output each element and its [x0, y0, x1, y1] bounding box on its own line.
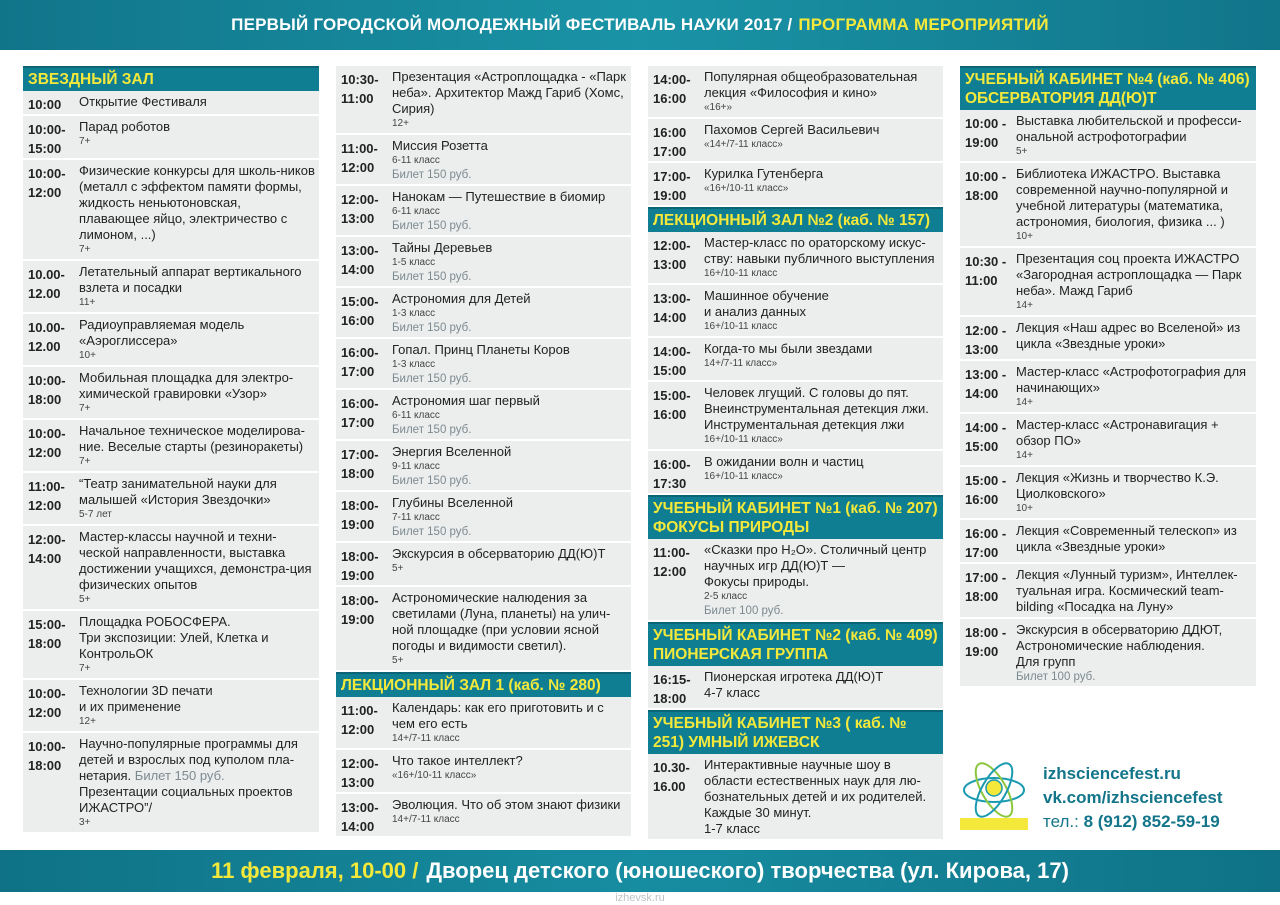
event-details: [700, 666, 943, 708]
event-price: Билет 150 руб.: [392, 220, 472, 232]
event-details: [388, 697, 631, 748]
schedule-row: [23, 367, 319, 418]
event-time: 10.00- 12.00: [28, 267, 65, 301]
event-details: [1012, 110, 1256, 161]
event-title: “Театр занимательной науки для малышей «История Звездочки»: [79, 476, 277, 507]
event-audience: 16+/10-11 класс: [704, 321, 778, 332]
event-price: Билет 150 руб.: [392, 271, 472, 283]
schedule-row: [648, 338, 943, 380]
event-details: [1012, 248, 1256, 315]
event-time: 10.00- 12.00: [28, 320, 65, 354]
schedule-row: [648, 539, 943, 620]
schedule-row: [23, 473, 319, 524]
event-time: 18:00- 19:00: [341, 593, 379, 627]
event-title: Лекция «Современный телескоп» из цикла «Звездные уроки»: [1016, 523, 1237, 554]
event-title: Экскурсия в обсерваторию ДДЮТ, Астрономические наблюдения. Для групп: [1016, 622, 1223, 669]
schedule-row: [336, 750, 631, 792]
event-details: [388, 750, 631, 792]
schedule-row: [648, 232, 943, 283]
schedule-row: [336, 237, 631, 286]
event-details: [75, 420, 319, 471]
event-time: 10:00 - 18:00: [965, 169, 1007, 203]
event-title: Мастер-классы научной и техни-ческой направленности, выставка достижении учащихся, демонстра-ция физических опытов: [79, 529, 312, 592]
event-audience: 16+/10-11 класс»: [704, 471, 783, 482]
event-time: 10:30- 11:00: [341, 72, 379, 106]
schedule-row: [648, 285, 943, 336]
event-time: 12:00- 13:00: [341, 192, 379, 226]
event-time: 12:00- 13:00: [653, 238, 691, 272]
event-details: [75, 680, 319, 731]
schedule-row: [336, 339, 631, 388]
event-title: Мастер-класс по ораторскому искус-ству: навыки публичного выступления: [704, 235, 935, 266]
event-details: [700, 382, 943, 449]
section-title: УЧЕБНЫЙ КАБИНЕТ №2 (каб. № 409) ПИОНЕРСКАЯ ГРУППА: [648, 622, 943, 666]
event-audience: 10+: [79, 350, 96, 361]
event-audience: 14+: [1016, 300, 1033, 311]
schedule-row: [960, 467, 1256, 518]
event-time: 15:00- 16:00: [341, 294, 379, 328]
column-two: [336, 66, 631, 838]
schedule-list: [648, 66, 943, 205]
event-time: 15:00- 18:00: [28, 617, 66, 651]
event-title: Площадка РОБОСФЕРА. Три экспозиции: Улей, Клетка и КонтрольОК: [79, 614, 269, 661]
event-time: 17:00- 18:00: [341, 447, 379, 481]
schedule-list: [336, 697, 631, 836]
event-details: [388, 492, 631, 541]
event-audience: 7+: [79, 244, 91, 255]
phone-label: тел.:: [1043, 812, 1079, 831]
page-title-highlight: ПРОГРАММА МЕРОПРИЯТИЙ: [798, 15, 1049, 34]
column-star-hall: [23, 66, 319, 834]
event-details: [388, 587, 631, 670]
schedule-row: [336, 441, 631, 490]
event-time: 16:00 17:00: [653, 125, 687, 159]
event-details: [700, 285, 943, 336]
event-audience: 6-11 класс: [392, 206, 440, 217]
event-time: 10:00- 12:00: [28, 686, 66, 720]
schedule-row: [336, 492, 631, 541]
section-title: УЧЕБНЫЙ КАБИНЕТ №3 ( каб. № 251) УМНЫЙ ИЖЕВСК: [648, 710, 943, 754]
festival-logo: [958, 760, 1030, 832]
event-title: Пахомов Сергей Васильевич: [704, 122, 880, 137]
event-details: [75, 261, 319, 312]
phone: [1043, 810, 1223, 834]
schedule-row: [336, 135, 631, 184]
footer-date: 11 февраля, 10-00 /: [211, 858, 419, 883]
event-title: Научно-популярные программы для детей и взрослых под куполом пла-нетария.: [79, 736, 298, 783]
event-details: [75, 473, 319, 524]
vk-link[interactable]: vk.com/izhsciencefest: [1043, 788, 1223, 807]
event-audience: 1-3 класс: [392, 308, 436, 319]
event-time: 10:00- 12:00: [28, 426, 66, 460]
event-title: Астрономия для Детей: [392, 291, 531, 306]
event-title: Физические конкурсы для школь-ников (металл с эффектом памяти формы, жидкость неньютоновская, плавающее яйцо, электричество с лимоном, ...): [79, 163, 315, 242]
event-audience: 14+: [1016, 450, 1033, 461]
event-title: Нанокам — Путешествие в биомир: [392, 189, 606, 204]
event-details: [700, 119, 943, 161]
event-title: Начальное техническое моделирова-ние. Веселые старты (резиноракеты): [79, 423, 305, 454]
footer-bar: [0, 850, 1280, 892]
schedule-row: [648, 66, 943, 117]
event-time: 12:00- 13:00: [341, 756, 379, 790]
event-details: [75, 526, 319, 609]
schedule-row: [23, 91, 319, 114]
event-title: Миссия Розетта: [392, 138, 488, 153]
event-title-extra: Презентации социальных проектов ИЖАСТРО”/: [79, 784, 293, 815]
schedule-list: [648, 539, 943, 620]
section-title: ЛЕКЦИОННЫЙ ЗАЛ №2 (каб. № 157): [648, 207, 943, 232]
event-title: Человек лгущий. С головы до пят. Внеинструментальная детекция лжи. Инструментальная детекция лжи: [704, 385, 929, 432]
event-time: 16:15- 18:00: [653, 672, 691, 706]
footer-venue: Дворец детского (юношеского) творчества (ул. Кирова, 17): [426, 858, 1069, 883]
schedule-row: [960, 248, 1256, 315]
section-title: УЧЕБНЫЙ КАБИНЕТ №1 (каб. № 207) ФОКУСЫ ПРИРОДЫ: [648, 495, 943, 539]
event-audience: «16+/10-11 класс»: [392, 770, 477, 781]
event-audience: 6-11 класс: [392, 155, 440, 166]
watermark: izhevsk.ru: [615, 892, 665, 904]
event-details: [1012, 520, 1256, 562]
event-title: Мастер-класс «Астронавигация + обзор ПО»: [1016, 417, 1219, 448]
event-title: Лекция «Лунный туризм», Интеллек-туальная игра. Космический team-bilding «Посадка на Луну»: [1016, 567, 1238, 614]
event-time: 14:00 - 15:00: [965, 420, 1007, 454]
event-details: [700, 163, 943, 205]
event-details: [1012, 163, 1256, 246]
event-details: [75, 116, 319, 158]
schedule-row: [23, 733, 319, 832]
schedule-row: [336, 697, 631, 748]
event-details: [75, 314, 319, 365]
schedule-row: [648, 451, 943, 493]
event-details: [388, 441, 631, 490]
schedule-row: [648, 666, 943, 708]
event-title: Календарь: как его приготовить и с чем его есть: [392, 700, 604, 731]
event-details: [700, 754, 943, 839]
event-time: 16:00- 17:30: [653, 457, 691, 491]
event-time: 17:00 - 18:00: [965, 570, 1007, 604]
event-price: Билет 150 руб.: [392, 475, 472, 487]
event-title: В ожидании волн и частиц: [704, 454, 864, 469]
event-audience: 14+: [1016, 397, 1033, 408]
event-title: Парад роботов: [79, 119, 171, 134]
page-title: ПЕРВЫЙ ГОРОДСКОЙ МОЛОДЕЖНЫЙ ФЕСТИВАЛЬ НАУКИ 2017 /: [231, 15, 793, 34]
event-title: Энергия Вселенной: [392, 444, 512, 459]
event-title: Презентация соц проекта ИЖАСТРО «Загородная астроплощадка — Парк неба». Мажд Гариб: [1016, 251, 1242, 298]
event-details: [388, 135, 631, 184]
event-audience: 5+: [392, 563, 404, 574]
event-price: Билет 150 руб.: [392, 322, 472, 334]
schedule-row: [648, 119, 943, 161]
event-time: 16:00- 17:00: [341, 396, 379, 430]
event-price: Билет 150 руб.: [392, 169, 472, 181]
event-audience: 14+/7-11 класс: [392, 814, 460, 825]
event-title: Астрономические налюдения за светилами (Луна, планеты) на улич-ной площадке (при условии ясной погоды и видимости светил).: [392, 590, 611, 653]
event-title: Тайны Деревьев: [392, 240, 493, 255]
event-details: [75, 733, 319, 832]
event-details: [388, 390, 631, 439]
schedule-list: [960, 110, 1256, 686]
schedule-row: [960, 520, 1256, 562]
event-time: 18:00- 19:00: [341, 498, 379, 532]
event-details: [700, 451, 943, 493]
event-time: 12:00 - 13:00: [965, 323, 1007, 357]
event-details: [1012, 467, 1256, 518]
event-price: Билет 100 руб.: [1016, 671, 1096, 683]
event-title: Интерактивные научные шоу в области естественных наук для лю-бознательных детей и их родителей. Каждые 30 минут. 1-7 класс: [704, 757, 927, 836]
schedule-row: [23, 680, 319, 731]
event-audience: «16+/10-11 класс»: [704, 183, 789, 194]
event-audience: 5+: [392, 655, 404, 666]
event-title: Что такое интеллект?: [392, 753, 523, 768]
event-audience: 5+: [79, 594, 91, 605]
event-details: [388, 288, 631, 337]
schedule-row: [648, 754, 943, 839]
schedule-list: [23, 91, 319, 832]
schedule-row: [336, 794, 631, 836]
event-details: [1012, 317, 1256, 359]
event-time: 13:00- 14:00: [341, 800, 379, 834]
event-title: Астрономия шаг первый: [392, 393, 540, 408]
column-three: [648, 66, 943, 841]
event-time: 16:00- 17:00: [341, 345, 379, 379]
event-time: 10:00- 15:00: [28, 122, 66, 156]
event-title: Экскурсия в обсерваторию ДД(Ю)Т: [392, 546, 606, 561]
event-audience: 7-11 класс: [392, 512, 440, 523]
schedule-row: [336, 288, 631, 337]
event-title: Глубины Вселенной: [392, 495, 514, 510]
section-title: ЗВЕЗДНЫЙ ЗАЛ: [23, 66, 319, 91]
schedule-list: [648, 232, 943, 493]
event-audience: 14+/7-11 класс: [392, 733, 460, 744]
schedule-row: [23, 526, 319, 609]
event-title: Мобильная площадка для электро-химической гравировки «Узор»: [79, 370, 294, 401]
schedule-row: [23, 420, 319, 471]
event-audience: 1-5 класс: [392, 257, 436, 268]
schedule-row: [23, 116, 319, 158]
event-audience: 10+: [1016, 503, 1033, 514]
event-audience: 7+: [79, 456, 91, 467]
schedule-row: [960, 163, 1256, 246]
event-details: [75, 611, 319, 678]
event-title: Машинное обучение и анализ данных: [704, 288, 829, 319]
event-audience: 14+/7-11 класс»: [704, 358, 778, 369]
event-time: 11:00- 12:00: [341, 141, 378, 175]
event-time: 11:00- 12:00: [653, 545, 690, 579]
event-audience: 12+: [79, 716, 96, 727]
event-title: Выставка любительской и професси-ональной астрофотографии: [1016, 113, 1242, 144]
event-title: Курилка Гутенберга: [704, 166, 824, 181]
event-audience: 1-3 класс: [392, 359, 436, 370]
event-audience: 16+/10-11 класс»: [704, 434, 783, 445]
schedule-row: [336, 587, 631, 670]
event-title: Пионерская игротека ДД(Ю)Т 4-7 класс: [704, 669, 884, 700]
event-title: Презентация «Астроплощадка - «Парк неба». Архитектор Мажд Гариб (Хомс, Сирия): [392, 69, 626, 116]
event-details: [388, 186, 631, 235]
phone-number: 8 (912) 852-59-19: [1083, 812, 1220, 831]
event-time: 18:00 - 19:00: [965, 625, 1007, 659]
schedule-row: [336, 390, 631, 439]
section-title: ЛЕКЦИОННЫЙ ЗАЛ 1 (каб. № 280): [336, 672, 631, 697]
event-time: 14:00- 15:00: [653, 344, 691, 378]
event-title: Когда-то мы были звездами: [704, 341, 873, 356]
event-time: 12:00- 14:00: [28, 532, 66, 566]
schedule-row: [336, 186, 631, 235]
event-details: [700, 539, 943, 620]
event-audience: 10+: [1016, 231, 1033, 242]
schedule-row: [23, 160, 319, 259]
event-time: 11:00- 12:00: [28, 479, 65, 513]
schedule-row: [960, 110, 1256, 161]
schedule-row: [336, 543, 631, 585]
event-details: [75, 91, 319, 114]
event-details: [1012, 564, 1256, 617]
event-time: 15:00- 16:00: [653, 388, 691, 422]
event-price: Билет 150 руб.: [392, 526, 472, 538]
event-audience: «16+»: [704, 102, 733, 113]
event-time: 10.30- 16.00: [653, 760, 690, 794]
event-time: 10:00- 12:00: [28, 166, 66, 200]
schedule-list: [336, 66, 631, 670]
event-details: [388, 794, 631, 836]
schedule-row: [960, 361, 1256, 412]
schedule-row: [648, 163, 943, 205]
section-title: УЧЕБНЫЙ КАБИНЕТ №4 (каб. № 406) ОБСЕРВАТОРИЯ ДД(Ю)Т: [960, 66, 1256, 110]
schedule-row: [23, 261, 319, 312]
schedule-list: [648, 754, 943, 839]
event-audience: 9-11 класс: [392, 461, 440, 472]
page-title-bar: [0, 0, 1280, 50]
event-time: 15:00 - 16:00: [965, 473, 1007, 507]
event-details: [1012, 361, 1256, 412]
event-details: [1012, 619, 1256, 686]
event-title: Мастер-класс «Астрофотография для начинающих»: [1016, 364, 1247, 395]
event-time: 13:00- 14:00: [653, 291, 691, 325]
event-audience: 6-11 класс: [392, 410, 440, 421]
event-title: Лекция «Наш адрес во Вселеной» из цикла «Звездные уроки»: [1016, 320, 1241, 351]
event-details: [388, 339, 631, 388]
event-audience: 7+: [79, 663, 91, 674]
event-audience: 5+: [1016, 146, 1028, 157]
column-four: [960, 66, 1256, 688]
event-audience: 11+: [79, 297, 96, 308]
event-time: 10:00- 18:00: [28, 739, 66, 773]
schedule-row: [960, 317, 1256, 359]
event-audience: «14+/7-11 класс»: [704, 139, 783, 150]
event-audience: 3+: [79, 817, 91, 828]
event-title: Технологии 3D печати и их применение: [79, 683, 213, 714]
event-title: Открытие Фестиваля: [79, 94, 207, 109]
schedule-list: [648, 666, 943, 708]
event-title: Гопал. Принц Планеты Коров: [392, 342, 570, 357]
website-link[interactable]: izhsciencefest.ru: [1043, 764, 1181, 783]
event-title: Лекция «Жизнь и творчество К.Э. Циолковского»: [1016, 470, 1219, 501]
event-time: 18:00- 19:00: [341, 549, 379, 583]
event-title: Летательный аппарат вертикального взлета и посадки: [79, 264, 302, 295]
event-title: Радиоуправляемая модель «Аэроглиссера»: [79, 317, 245, 348]
event-audience: 5-7 лет: [79, 509, 112, 520]
event-audience: 7+: [79, 136, 91, 147]
event-audience: 16+/10-11 класс: [704, 268, 778, 279]
event-details: [388, 237, 631, 286]
schedule-row: [23, 611, 319, 678]
event-details: [388, 543, 631, 585]
event-details: [388, 66, 631, 133]
event-time: 14:00- 16:00: [653, 72, 691, 106]
event-time: 16:00 - 17:00: [965, 526, 1007, 560]
contacts: [1043, 762, 1223, 834]
event-price: Билет 150 руб.: [392, 373, 472, 385]
event-details: [700, 66, 943, 117]
event-time: 10:00: [28, 97, 62, 112]
schedule-row: [23, 314, 319, 365]
schedule-row: [960, 564, 1256, 617]
schedule-row: [336, 66, 631, 133]
event-time: 11:00- 12:00: [341, 703, 378, 737]
event-title: Популярная общеобразовательная лекция «Философия и кино»: [704, 69, 918, 100]
event-time: 13:00 - 14:00: [965, 367, 1007, 401]
event-details: [700, 232, 943, 283]
event-details: [75, 367, 319, 418]
event-details: [75, 160, 319, 259]
event-audience: 2-5 класс: [704, 591, 748, 602]
schedule-row: [960, 619, 1256, 686]
event-details: [700, 338, 943, 380]
event-price: Билет 100 руб.: [704, 605, 784, 617]
event-title: «Сказки про H₂O». Столичный центр научных игр ДД(Ю)Т — Фокусы природы.: [704, 542, 927, 589]
event-time: 13:00- 14:00: [341, 243, 379, 277]
schedule-row: [648, 382, 943, 449]
event-time: 10:30 - 11:00: [965, 254, 1007, 288]
schedule-row: [960, 414, 1256, 465]
event-price: Билет 150 руб.: [392, 424, 472, 436]
event-time: 10:00 - 19:00: [965, 116, 1007, 150]
event-details: [1012, 414, 1256, 465]
event-price: Билет 150 руб.: [134, 768, 225, 783]
event-audience: 7+: [79, 403, 91, 414]
event-title: Библиотека ИЖАСТРО. Выставка современной научно-популярной и учебной литературы (математика, астрономия, биология, физика ... ): [1016, 166, 1229, 229]
event-audience: 12+: [392, 118, 409, 129]
event-time: 17:00- 19:00: [653, 169, 691, 203]
event-title: Эволюция. Что об этом знают физики: [392, 797, 621, 812]
event-time: 10:00- 18:00: [28, 373, 66, 407]
